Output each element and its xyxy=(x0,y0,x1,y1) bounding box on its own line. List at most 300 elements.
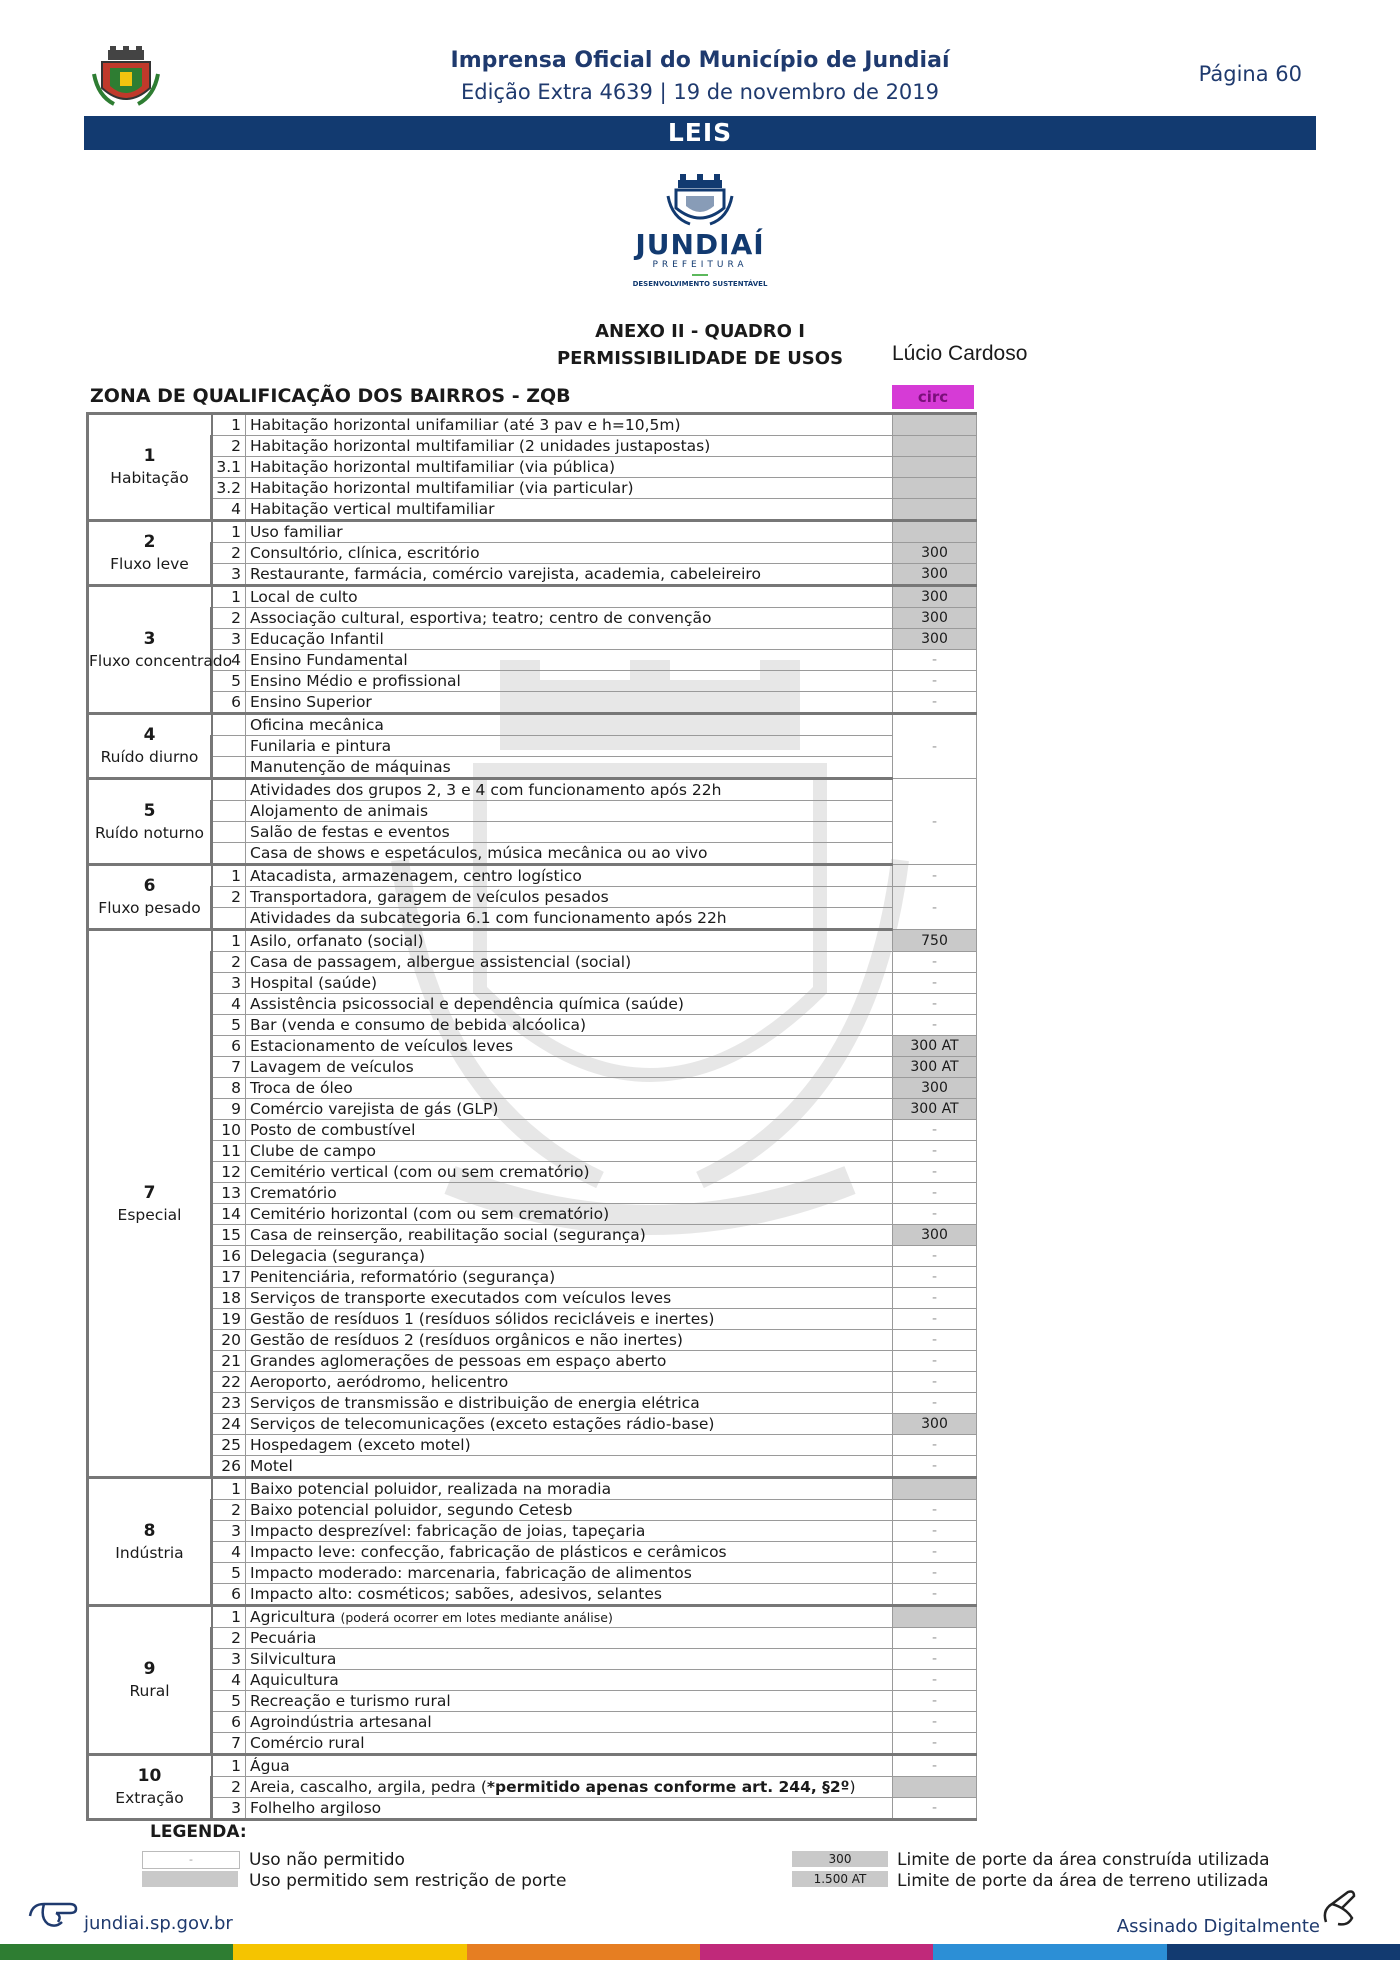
circ-value-cell: 300 AT xyxy=(893,1099,977,1120)
group-label xyxy=(88,1755,212,1820)
legend-box-permitted xyxy=(142,1871,238,1887)
group-number: 5 xyxy=(143,800,156,821)
use-text: Atacadista, armazenagem, centro logístico xyxy=(250,867,582,885)
use-description xyxy=(246,1542,893,1563)
use-number: 26 xyxy=(212,1456,246,1478)
use-text: Atividades da subcategoria 6.1 com funcionamento após 22h xyxy=(250,909,727,927)
table-row xyxy=(88,1057,977,1078)
use-number: 1 xyxy=(212,1478,246,1500)
use-number: 13 xyxy=(212,1183,246,1204)
use-text: Posto de combustível xyxy=(250,1121,416,1139)
use-text: Areia, cascalho, argila, pedra ( xyxy=(250,1778,487,1796)
use-text: Aquicultura xyxy=(250,1671,339,1689)
use-text: Asilo, orfanato (social) xyxy=(250,932,424,950)
use-description xyxy=(246,521,893,543)
table-row xyxy=(88,1733,977,1755)
circ-value-cell: - xyxy=(893,973,977,994)
use-number: 3 xyxy=(212,1521,246,1542)
circ-value-cell: 300 xyxy=(893,586,977,608)
circ-value-cell: - xyxy=(893,650,977,671)
circ-value-cell: - xyxy=(893,1798,977,1820)
use-text: Funilaria e pintura xyxy=(250,737,392,755)
use-description xyxy=(246,1351,893,1372)
use-description xyxy=(246,1691,893,1712)
use-text: Manutenção de máquinas xyxy=(250,758,451,776)
use-text: Associação cultural, esportiva; teatro; centro de convenção xyxy=(250,609,712,627)
use-text: Serviços de transporte executados com veículos leves xyxy=(250,1289,672,1307)
prefeitura-logo-name: JUNDIAÍ xyxy=(635,228,765,261)
group-name: Indústria xyxy=(115,1543,184,1562)
group-number: 7 xyxy=(143,1182,156,1203)
use-description xyxy=(246,1309,893,1330)
use-description xyxy=(246,543,893,564)
table-row xyxy=(88,1330,977,1351)
circ-value-cell xyxy=(893,1606,977,1628)
zone-title: ZONA DE QUALIFICAÇÃO DOS BAIRROS - ZQB xyxy=(90,385,571,407)
use-number: 2 xyxy=(212,1500,246,1521)
circ-value-cell xyxy=(893,521,977,543)
circ-value-cell: - xyxy=(893,1183,977,1204)
use-text: Alojamento de animais xyxy=(250,802,429,820)
table-row xyxy=(88,843,977,865)
use-description xyxy=(246,629,893,650)
use-description xyxy=(246,478,893,499)
use-text: Água xyxy=(250,1757,290,1775)
use-number: 23 xyxy=(212,1393,246,1414)
use-description xyxy=(246,1798,893,1820)
use-text: Baixo potencial poluidor, realizada na moradia xyxy=(250,1480,612,1498)
use-description xyxy=(246,1456,893,1478)
use-text: Agroindústria artesanal xyxy=(250,1713,432,1731)
use-description xyxy=(246,1733,893,1755)
circ-value-cell: 300 AT xyxy=(893,1036,977,1057)
use-text: Assistência psicossocial e dependência química (saúde) xyxy=(250,995,684,1013)
use-number: 2 xyxy=(212,608,246,629)
use-text: Crematório xyxy=(250,1184,337,1202)
use-text: Pecuária xyxy=(250,1629,317,1647)
use-number: 12 xyxy=(212,1162,246,1183)
table-row xyxy=(88,1755,977,1777)
table-row xyxy=(88,822,977,843)
extraction-note-close: ) xyxy=(849,1778,856,1796)
circ-value-cell: 300 xyxy=(893,1078,977,1099)
legend-box-built-area: 300 xyxy=(792,1851,888,1867)
prefeitura-logo-subtitle: PREFEITURA xyxy=(652,260,748,270)
use-text: Troca de óleo xyxy=(250,1079,353,1097)
legend-title: LEGENDA: xyxy=(150,1822,247,1842)
use-number: 6 xyxy=(212,1712,246,1733)
use-number: 10 xyxy=(212,1120,246,1141)
circ-value-cell: - xyxy=(893,994,977,1015)
table-row xyxy=(88,1628,977,1649)
circ-value-cell: - xyxy=(893,865,977,887)
table-row xyxy=(88,1670,977,1691)
circ-value-cell: - xyxy=(893,1521,977,1542)
group-name: Extração xyxy=(115,1789,184,1807)
table-row xyxy=(88,1521,977,1542)
group-name: Fluxo pesado xyxy=(98,899,201,917)
group-name: Fluxo leve xyxy=(110,555,189,573)
use-description xyxy=(246,499,893,521)
use-description xyxy=(246,1584,893,1606)
page-number: Página 60 xyxy=(1198,62,1302,86)
use-text: Habitação horizontal multifamiliar (via particular) xyxy=(250,479,634,497)
group-name: Ruído noturno xyxy=(94,823,205,842)
use-number: 1 xyxy=(212,414,246,436)
circ-value-cell: - xyxy=(893,1141,977,1162)
circ-value-cell: - xyxy=(893,952,977,973)
use-description xyxy=(246,1141,893,1162)
use-text: Recreação e turismo rural xyxy=(250,1692,451,1710)
circ-column-header: circ xyxy=(892,385,974,409)
use-text: Bar (venda e consumo de bebida alcóolica) xyxy=(250,1016,587,1034)
use-description xyxy=(246,1777,893,1798)
use-number: 19 xyxy=(212,1309,246,1330)
table-row xyxy=(88,1414,977,1435)
circ-value-cell: 750 xyxy=(893,930,977,952)
use-number: 1 xyxy=(212,1606,246,1628)
table-row xyxy=(88,1204,977,1225)
use-number: 4 xyxy=(212,499,246,521)
use-text: Motel xyxy=(250,1457,293,1475)
use-text: Silvicultura xyxy=(250,1650,337,1668)
use-description xyxy=(246,586,893,608)
circ-value-cell: 300 xyxy=(893,629,977,650)
use-number: 16 xyxy=(212,1246,246,1267)
circ-value-cell: - xyxy=(893,671,977,692)
use-number: 4 xyxy=(212,650,246,671)
circ-value-cell xyxy=(893,499,977,521)
use-description xyxy=(246,714,893,736)
circ-value-cell: - xyxy=(893,1309,977,1330)
use-description xyxy=(246,1563,893,1584)
use-number: 1 xyxy=(212,930,246,952)
use-number: 3.2 xyxy=(212,478,246,499)
use-number: 5 xyxy=(212,1015,246,1036)
use-text: Habitação horizontal multifamiliar (2 unidades justapostas) xyxy=(250,437,711,455)
table-row xyxy=(88,586,977,608)
circ-value-cell: - xyxy=(893,1267,977,1288)
use-number xyxy=(212,757,246,779)
group-label xyxy=(88,586,233,714)
use-text: Grandes aglomerações de pessoas em espaço aberto xyxy=(250,1352,667,1370)
use-text: Ensino Médio e profissional xyxy=(250,672,461,690)
use-number: 1 xyxy=(212,586,246,608)
table-row xyxy=(88,1456,977,1478)
use-number: 2 xyxy=(212,887,246,908)
use-text: Comércio varejista de gás (GLP) xyxy=(250,1100,499,1118)
circ-value-cell: - xyxy=(893,1435,977,1456)
digital-signature-label: Assinado Digitalmente xyxy=(1116,1916,1320,1937)
group-label xyxy=(88,1478,212,1606)
use-description xyxy=(246,414,893,436)
table-row xyxy=(88,779,977,801)
use-number: 2 xyxy=(212,1777,246,1798)
use-description xyxy=(246,757,893,779)
use-description xyxy=(246,1246,893,1267)
use-number xyxy=(212,714,246,736)
circ-value-cell: - xyxy=(893,1204,977,1225)
footer-website-link[interactable]: jundiai.sp.gov.br xyxy=(84,1913,233,1934)
use-text: Penitenciária, reformatório (segurança) xyxy=(250,1268,556,1286)
circ-value-cell: - xyxy=(893,887,977,930)
use-number: 15 xyxy=(212,1225,246,1246)
circ-value-cell: - xyxy=(893,1584,977,1606)
use-number: 3 xyxy=(212,564,246,586)
use-number xyxy=(212,779,246,801)
group-label xyxy=(88,865,212,930)
table-row xyxy=(88,478,977,499)
use-number: 5 xyxy=(212,1563,246,1584)
table-row xyxy=(88,1542,977,1563)
use-description xyxy=(246,1393,893,1414)
use-text: Gestão de resíduos 2 (resíduos orgânicos e não inertes) xyxy=(250,1331,683,1349)
circ-value-cell: - xyxy=(893,1120,977,1141)
table-row xyxy=(88,736,977,757)
circ-value-cell: - xyxy=(893,714,977,779)
group-number: 8 xyxy=(143,1520,156,1541)
use-description xyxy=(246,1628,893,1649)
use-description xyxy=(246,1712,893,1733)
signature-hand-icon xyxy=(1318,1888,1364,1932)
use-text: Casa de shows e espetáculos, música mecânica ou ao vivo xyxy=(250,844,708,862)
use-description xyxy=(246,1606,893,1628)
extraction-restriction-note: *permitido apenas conforme art. 244, §2º xyxy=(486,1778,850,1796)
circ-value-cell xyxy=(893,436,977,457)
use-text: Clube de campo xyxy=(250,1142,376,1160)
circ-value-cell: - xyxy=(893,1755,977,1777)
use-description xyxy=(246,822,893,843)
use-number: 3 xyxy=(212,973,246,994)
use-description xyxy=(246,908,893,930)
use-number: 1 xyxy=(212,865,246,887)
table-row xyxy=(88,1267,977,1288)
table-row xyxy=(88,1246,977,1267)
use-text: Serviços de telecomunicações (exceto estações rádio-base) xyxy=(250,1415,715,1433)
use-description xyxy=(246,1288,893,1309)
use-text: Serviços de transmissão e distribuição de energia elétrica xyxy=(250,1394,700,1412)
use-text: Cemitério horizontal (com ou sem crematório) xyxy=(250,1205,610,1223)
circ-value-cell: 300 xyxy=(893,608,977,629)
circ-value-cell: - xyxy=(893,1330,977,1351)
use-text: Oficina mecânica xyxy=(250,716,384,734)
use-description xyxy=(246,1120,893,1141)
edition-line: Edição Extra 4639 | 19 de novembro de 2019 xyxy=(460,80,940,104)
permissibility-table xyxy=(86,412,977,1821)
table-row xyxy=(88,436,977,457)
circ-value-cell: 300 xyxy=(893,543,977,564)
table-row xyxy=(88,1099,977,1120)
use-number xyxy=(212,801,246,822)
table-row xyxy=(88,1691,977,1712)
use-description xyxy=(246,1183,893,1204)
use-description xyxy=(246,457,893,478)
use-description xyxy=(246,650,893,671)
legend-permitted: Uso permitido sem restrição de porte xyxy=(249,1871,567,1891)
table-row xyxy=(88,1393,977,1414)
table-row xyxy=(88,1372,977,1393)
table-row xyxy=(88,1435,977,1456)
use-description xyxy=(246,1414,893,1435)
use-number: 24 xyxy=(212,1414,246,1435)
table-row xyxy=(88,1309,977,1330)
pointing-hand-icon xyxy=(26,1896,80,1936)
use-text: Transportadora, garagem de veículos pesados xyxy=(250,888,609,906)
circ-value-cell: - xyxy=(893,1393,977,1414)
agriculture-note: (poderá ocorrer em lotes mediante análise) xyxy=(340,1610,613,1625)
logo-green-rule xyxy=(692,274,708,276)
annex-subtitle: PERMISSIBILIDADE DE USOS xyxy=(556,348,844,369)
circ-value-cell: - xyxy=(893,1691,977,1712)
use-text: Cemitério vertical (com ou sem crematório) xyxy=(250,1163,590,1181)
table-row xyxy=(88,714,977,736)
use-number: 6 xyxy=(212,692,246,714)
use-description xyxy=(246,1015,893,1036)
table-row xyxy=(88,1798,977,1820)
table-row xyxy=(88,1036,977,1057)
legend-box-not-permitted: - xyxy=(142,1851,240,1869)
circ-value-cell: - xyxy=(893,1162,977,1183)
use-text: Aeroporto, aeródromo, helicentro xyxy=(250,1373,509,1391)
table-row xyxy=(88,1288,977,1309)
use-number: 3.1 xyxy=(212,457,246,478)
use-number: 14 xyxy=(212,1204,246,1225)
table-row xyxy=(88,1141,977,1162)
use-number: 9 xyxy=(212,1099,246,1120)
use-description xyxy=(246,1267,893,1288)
section-banner: LEIS xyxy=(84,116,1316,150)
use-number: 6 xyxy=(212,1584,246,1606)
use-description xyxy=(246,887,893,908)
use-number: 21 xyxy=(212,1351,246,1372)
group-label xyxy=(88,930,212,1478)
table-row xyxy=(88,973,977,994)
group-label xyxy=(88,1606,212,1755)
group-number: 1 xyxy=(143,446,156,466)
use-number xyxy=(212,843,246,865)
use-description xyxy=(246,843,893,865)
table-row xyxy=(88,1015,977,1036)
use-description xyxy=(246,1099,893,1120)
use-description xyxy=(246,1500,893,1521)
use-number: 7 xyxy=(212,1057,246,1078)
table-row xyxy=(88,1078,977,1099)
use-description xyxy=(246,952,893,973)
use-text: Baixo potencial poluidor, segundo Cetesb xyxy=(250,1501,573,1519)
circ-value-cell: - xyxy=(893,1288,977,1309)
table-row xyxy=(88,1563,977,1584)
group-name: Especial xyxy=(117,1205,182,1224)
use-number: 2 xyxy=(212,543,246,564)
table-row xyxy=(88,543,977,564)
group-number: 6 xyxy=(143,876,156,896)
use-number: 3 xyxy=(212,1798,246,1820)
group-number: 4 xyxy=(143,725,156,745)
use-text: Casa de reinserção, reabilitação social (segurança) xyxy=(250,1226,646,1244)
group-number: 10 xyxy=(137,1766,162,1786)
use-description xyxy=(246,436,893,457)
group-name: Fluxo concentrado xyxy=(89,651,233,670)
circ-value-cell: - xyxy=(893,1649,977,1670)
circ-value-cell: - xyxy=(893,1015,977,1036)
table-row xyxy=(88,1584,977,1606)
circ-value-cell: - xyxy=(893,1628,977,1649)
use-number: 20 xyxy=(212,1330,246,1351)
use-number: 18 xyxy=(212,1288,246,1309)
table-row xyxy=(88,564,977,586)
use-description xyxy=(246,1162,893,1183)
circ-value-cell: 300 xyxy=(893,1414,977,1435)
table-row xyxy=(88,499,977,521)
circ-value-cell: - xyxy=(893,1563,977,1584)
use-number: 25 xyxy=(212,1435,246,1456)
table-row xyxy=(88,1351,977,1372)
table-row xyxy=(88,952,977,973)
table-row xyxy=(88,1225,977,1246)
use-description xyxy=(246,1670,893,1691)
circ-value-cell: - xyxy=(893,1456,977,1478)
use-text: Restaurante, farmácia, comércio varejista, academia, cabeleireiro xyxy=(250,565,761,583)
use-text: Lavagem de veículos xyxy=(250,1058,414,1076)
table-row xyxy=(88,692,977,714)
group-name: Ruído diurno xyxy=(100,748,199,766)
use-number: 2 xyxy=(212,1628,246,1649)
circ-value-cell: 300 xyxy=(893,564,977,586)
use-text: Ensino Superior xyxy=(250,693,372,711)
legend-land-area: Limite de porte da área de terreno utilizada xyxy=(897,1871,1269,1891)
use-number: 8 xyxy=(212,1078,246,1099)
use-text: Agricultura xyxy=(250,1608,336,1626)
table-row xyxy=(88,1500,977,1521)
circ-value-cell: - xyxy=(893,1500,977,1521)
group-label xyxy=(88,714,212,779)
use-number xyxy=(212,822,246,843)
table-row xyxy=(88,757,977,779)
use-text: Atividades dos grupos 2, 3 e 4 com funcionamento após 22h xyxy=(250,781,722,799)
circ-value-cell xyxy=(893,1777,977,1798)
use-description xyxy=(246,608,893,629)
use-description xyxy=(246,671,893,692)
use-number: 1 xyxy=(212,1755,246,1777)
use-text: Impacto leve: confecção, fabricação de plásticos e cerâmicos xyxy=(250,1543,727,1561)
author-name: Lúcio Cardoso xyxy=(892,342,1028,365)
use-description xyxy=(246,1078,893,1099)
circ-value-cell: - xyxy=(893,779,977,865)
use-text: Salão de festas e eventos xyxy=(250,823,450,841)
table-row xyxy=(88,671,977,692)
use-description xyxy=(246,1057,893,1078)
use-text: Casa de passagem, albergue assistencial (social) xyxy=(250,953,632,971)
table-row xyxy=(88,521,977,543)
group-number: 3 xyxy=(143,628,156,649)
use-description xyxy=(246,1649,893,1670)
circ-value-cell: - xyxy=(893,1712,977,1733)
table-row xyxy=(88,1162,977,1183)
table-row xyxy=(88,1712,977,1733)
table-row xyxy=(88,414,977,436)
use-number xyxy=(212,908,246,930)
use-description xyxy=(246,865,893,887)
use-number: 22 xyxy=(212,1372,246,1393)
use-number: 2 xyxy=(212,952,246,973)
group-number: 2 xyxy=(143,532,156,552)
circ-value-cell xyxy=(893,414,977,436)
use-description xyxy=(246,1330,893,1351)
use-text: Habitação vertical multifamiliar xyxy=(250,500,495,518)
use-text: Estacionamento de veículos leves xyxy=(250,1037,514,1055)
group-label xyxy=(88,779,212,865)
table-row xyxy=(88,930,977,952)
